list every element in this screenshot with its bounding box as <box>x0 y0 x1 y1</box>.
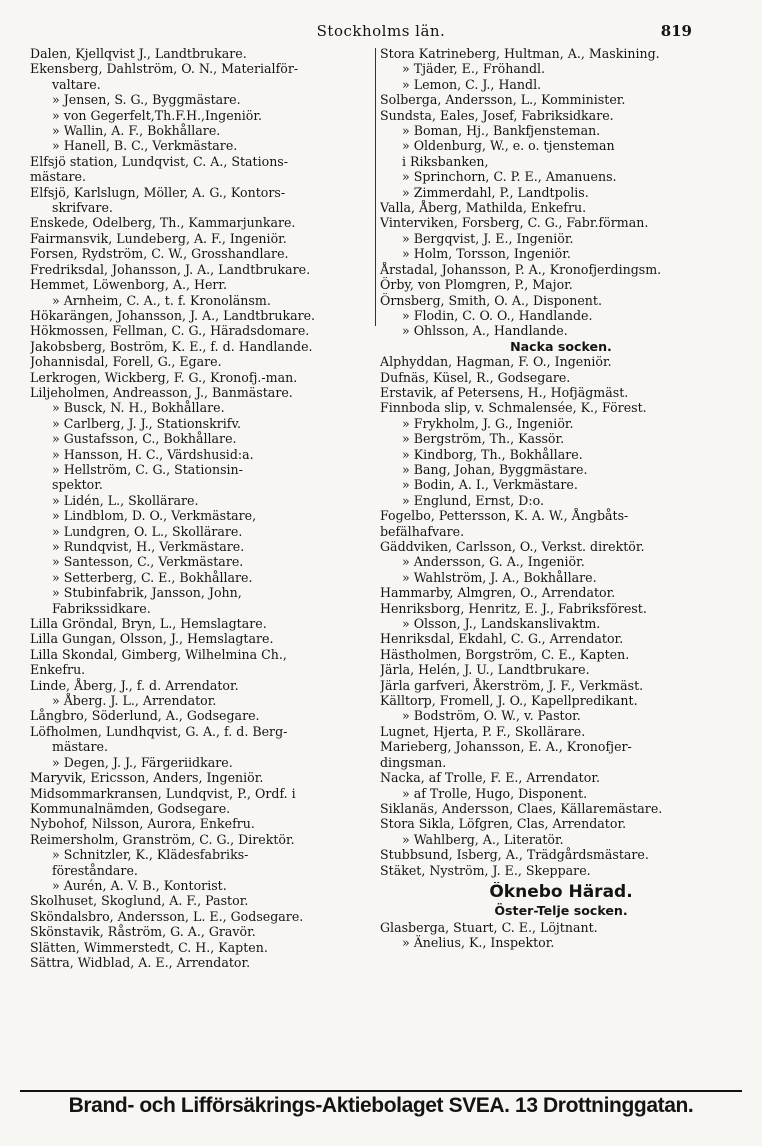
right-entry: » Englund, Ernst, D:o. <box>402 492 544 508</box>
right-entry: Vinterviken, Forsberg, C. G., Fabr.förman. <box>380 215 649 231</box>
right-entry: » Kindborg, Th., Bokhållare. <box>402 446 583 462</box>
left-entry: mästare. <box>30 169 86 185</box>
left-entry: Liljeholmen, Andreasson, J., Banmästare. <box>30 384 293 400</box>
left-entry: Forsen, Rydström, C. W., Grosshandlare. <box>30 246 289 262</box>
left-entry: Kommunalnämden, Godsegare. <box>30 800 231 816</box>
right-entry: Siklanäs, Andersson, Claes, Källaremästare. <box>380 800 663 816</box>
right-entry: Dufnäs, Küsel, R., Godsegare. <box>380 369 571 385</box>
left-entry: Skolhuset, Skoglund, A. F., Pastor. <box>30 893 249 909</box>
left-entry: » Lindblom, D. O., Verkmästare, <box>52 508 257 524</box>
left-entry: Linde, Åberg, J., f. d. Arrendator. <box>30 677 239 693</box>
left-entry: » Arnheim, C. A., t. f. Kronolänsm. <box>52 292 271 308</box>
right-entry: Järla, Helén, J. U., Landtbrukare. <box>380 662 590 678</box>
right-entry: » Wahlberg, A., Literatör. <box>402 831 564 847</box>
right-entry: » Oldenburg, W., e. o. tjensteman <box>402 138 615 154</box>
left-entry: Jakobsberg, Boström, K. E., f. d. Handlande. <box>30 338 313 354</box>
right-entry: » Tjäder, E., Fröhandl. <box>402 61 546 77</box>
right-entry: Järla garfveri, Åkerström, J. F., Verkmäst. <box>380 677 644 693</box>
right-entry: befälhafvare. <box>380 523 465 539</box>
right-column <box>380 46 742 951</box>
left-entry: » Lundgren, O. L., Skollärare. <box>52 523 243 539</box>
right-section-heading: Öster-Telje socken. <box>494 902 628 918</box>
right-entry: Stäket, Nyström, J. E., Skeppare. <box>380 862 591 878</box>
right-entry: dingsman. <box>380 754 447 770</box>
right-entry: Henriksborg, Henritz, E. J., Fabriksförest. <box>380 600 647 616</box>
footer-advert-text: Brand- och Lifförsäkrings-Aktiebolaget SVEA. 13 Drottninggatan. <box>68 1094 694 1117</box>
left-entry: Lerkrogen, Wickberg, F. G., Kronofj.-man. <box>30 369 298 385</box>
left-entry: » Hanell, B. C., Verkmästare. <box>52 138 238 154</box>
right-entry: Nacka, af Trolle, F. E., Arrendator. <box>380 770 600 786</box>
right-entry: Glasberga, Stuart, C. E., Löjtnant. <box>380 919 598 935</box>
left-entry: » Hansson, H. C., Värdshusid:a. <box>52 446 254 462</box>
left-entry: » Åberg. J. L., Arrendator. <box>52 693 217 709</box>
right-entry: Gäddviken, Carlsson, O., Verkst. direktör. <box>380 539 645 554</box>
right-entry: » Lemon, C. J., Handl. <box>402 76 542 92</box>
right-entry: Stubbsund, Isberg, A., Trädgårdsmästare. <box>380 847 649 863</box>
right-entry: » Zimmerdahl, P., Landtpolis. <box>402 184 589 200</box>
right-entry: » af Trolle, Hugo, Disponent. <box>402 785 588 801</box>
right-entry: Sundsta, Eales, Josef, Fabriksidkare. <box>380 107 614 123</box>
page-number: 819 <box>660 22 692 40</box>
left-entry: Johannisdal, Forell, G., Egare. <box>30 354 222 370</box>
left-entry: Elfsjö, Karlslugn, Möller, A. G., Kontors- <box>30 184 286 200</box>
right-entry: Örby, von Plomgren, P., Major. <box>380 277 573 293</box>
right-entry: Stora Sikla, Löfgren, Clas, Arrendator. <box>380 816 627 832</box>
page-header <box>0 22 762 44</box>
right-entry: Marieberg, Johansson, E. A., Kronofjer- <box>380 739 632 755</box>
left-entry: » Santesson, C., Verkmästare. <box>52 554 244 570</box>
left-entry: » Stubinfabrik, Jansson, John, <box>52 585 242 601</box>
right-entry: Hammarby, Almgren, O., Arrendator. <box>380 585 616 601</box>
left-entry: Maryvik, Ericsson, Anders, Ingeniör. <box>30 770 264 786</box>
left-entry: Långbro, Söderlund, A., Godsegare. <box>30 708 260 724</box>
right-entry: Örnsberg, Smith, O. A., Disponent. <box>380 292 602 308</box>
left-entry: Skönstavik, Råström, G. A., Gravör. <box>30 924 256 940</box>
right-section-heading: Nacka socken. <box>510 338 612 354</box>
left-entry: Sköndalsbro, Andersson, L. E., Godsegare. <box>30 908 304 924</box>
left-entry: Midsommarkransen, Lundqvist, P., Ordf. i <box>30 785 296 801</box>
left-entry: Elfsjö station, Lundqvist, C. A., Stations- <box>30 153 289 169</box>
left-entry: mästare. <box>52 739 108 755</box>
right-entry: » Ohlsson, A., Handlande. <box>402 323 568 339</box>
right-entry: Stora Katrineberg, Hultman, A., Maskining. <box>380 46 660 61</box>
right-section-heading: Öknebo Härad. <box>489 881 633 902</box>
right-entry: Årstadal, Johansson, P. A., Kronofjerdingsm. <box>380 261 662 277</box>
left-entry: föreståndare. <box>52 862 138 878</box>
right-entry: » Bergqvist, J. E., Ingeniör. <box>402 230 574 246</box>
left-entry: » Lidén, L., Skollärare. <box>52 492 199 508</box>
column-divider <box>375 48 376 326</box>
left-entry: Enkefru. <box>30 662 86 678</box>
right-entry: » Holm, Torsson, Ingeniör. <box>402 246 571 262</box>
left-entry: Ekensberg, Dahlström, O. N., Materialför- <box>30 61 299 77</box>
left-entry: » Wallin, A. F., Bokhållare. <box>52 123 221 139</box>
left-entry: » Busck, N. H., Bokhållare. <box>52 400 225 416</box>
right-entry: Finnboda slip, v. Schmalensée, K., Förest. <box>380 400 647 416</box>
right-entry: » Andersson, G. A., Ingeniör. <box>402 554 585 570</box>
left-entry: » Hellström, C. G., Stationsin- <box>52 461 243 477</box>
left-entry: Löfholmen, Lundhqvist, G. A., f. d. Berg- <box>30 723 288 739</box>
page-title: Stockholms län. <box>316 22 446 40</box>
left-entry: Hökmossen, Fellman, C. G., Häradsdomare. <box>30 323 310 339</box>
left-entry: Hemmet, Löwenborg, A., Herr. <box>30 277 228 293</box>
left-entry: valtare. <box>52 76 101 92</box>
left-entry: » Rundqvist, H., Verkmästare. <box>52 539 245 554</box>
right-entry: » Sprinchorn, C. P. E., Amanuens. <box>402 169 617 185</box>
right-entry: Källtorp, Fromell, J. O., Kapellpredikant. <box>380 693 638 709</box>
left-entry: » Gustafsson, C., Bokhållare. <box>52 431 237 447</box>
right-entry: » Bergström, Th., Kassör. <box>402 431 565 447</box>
right-entry: Lugnet, Hjerta, P. F., Skollärare. <box>380 723 586 739</box>
right-entry: » Frykholm, J. G., Ingeniör. <box>402 415 574 431</box>
left-entry: » von Gegerfelt,Th.F.H.,Ingeniör. <box>52 107 263 123</box>
right-entry: » Änelius, K., Inspektor. <box>402 935 555 951</box>
left-entry: Lilla Skondal, Gimberg, Wilhelmina Ch., <box>30 646 287 662</box>
left-entry: Enskede, Odelberg, Th., Kammarjunkare. <box>30 215 296 231</box>
advertisement-footer <box>0 1090 762 1126</box>
right-entry: » Boman, Hj., Bankfjensteman. <box>402 123 601 139</box>
left-entry: Fairmansvik, Lundeberg, A. F., Ingeniör. <box>30 230 287 246</box>
left-entry: Hökarängen, Johansson, J. A., Landtbrukare. <box>30 307 316 323</box>
left-entry: » Schnitzler, K., Klädesfabriks- <box>52 847 249 863</box>
left-entry: Dalen, Kjellqvist J., Landtbrukare. <box>30 46 247 61</box>
left-entry: » Setterberg, C. E., Bokhållare. <box>52 569 253 585</box>
left-entry: » Jensen, S. G., Byggmästare. <box>52 92 241 108</box>
right-entry: i Riksbanken, <box>402 153 489 169</box>
left-entry: » Carlberg, J. J., Stationskrifv. <box>52 415 242 431</box>
left-entry: Fabrikssidkare. <box>52 600 151 616</box>
left-entry: Lilla Gröndal, Bryn, L., Hemslagtare. <box>30 616 267 632</box>
right-entry: Valla, Åberg, Mathilda, Enkefru. <box>380 200 587 216</box>
right-entry: Solberga, Andersson, L., Komminister. <box>380 92 626 108</box>
right-entry: » Flodin, C. O. O., Handlande. <box>402 307 593 323</box>
left-entry: Nybohof, Nilsson, Aurora, Enkefru. <box>30 816 255 832</box>
right-entry: Henriksdal, Ekdahl, C. G., Arrendator. <box>380 631 624 647</box>
left-entry: spektor. <box>52 477 103 493</box>
right-entry: » Bodin, A. I., Verkmästare. <box>402 477 578 493</box>
left-entry: » Aurén, A. V. B., Kontorist. <box>52 877 227 893</box>
right-entry: » Olsson, J., Landskanslivaktm. <box>402 616 601 632</box>
left-entry: Fredriksdal, Johansson, J. A., Landtbrukare. <box>30 261 311 277</box>
right-entry: » Wahlström, J. A., Bokhållare. <box>402 569 597 585</box>
left-entry: Lilla Gungan, Olsson, J., Hemslagtare. <box>30 631 274 647</box>
left-column <box>30 46 370 970</box>
left-entry: Reimersholm, Granström, C. G., Direktör. <box>30 831 295 847</box>
left-entry: » Degen, J. J., Färgeriidkare. <box>52 754 233 770</box>
left-entry: Sättra, Widblad, A. E., Arrendator. <box>30 954 251 970</box>
left-entry: Slätten, Wimmerstedt, C. H., Kapten. <box>30 939 268 955</box>
footer-rule <box>20 1090 742 1092</box>
right-entry: » Bodström, O. W., v. Pastor. <box>402 708 581 724</box>
right-entry: Fogelbo, Pettersson, K. A. W., Ångbåts- <box>380 508 629 524</box>
right-entry: » Bang, Johan, Byggmästare. <box>402 461 588 477</box>
right-entry: Alphyddan, Hagman, F. O., Ingeniör. <box>380 354 612 370</box>
right-entry: Erstavik, af Petersens, H., Hofjägmäst. <box>380 384 629 400</box>
left-entry: skrifvare. <box>52 200 113 216</box>
right-entry: Hästholmen, Borgström, C. E., Kapten. <box>380 646 630 662</box>
